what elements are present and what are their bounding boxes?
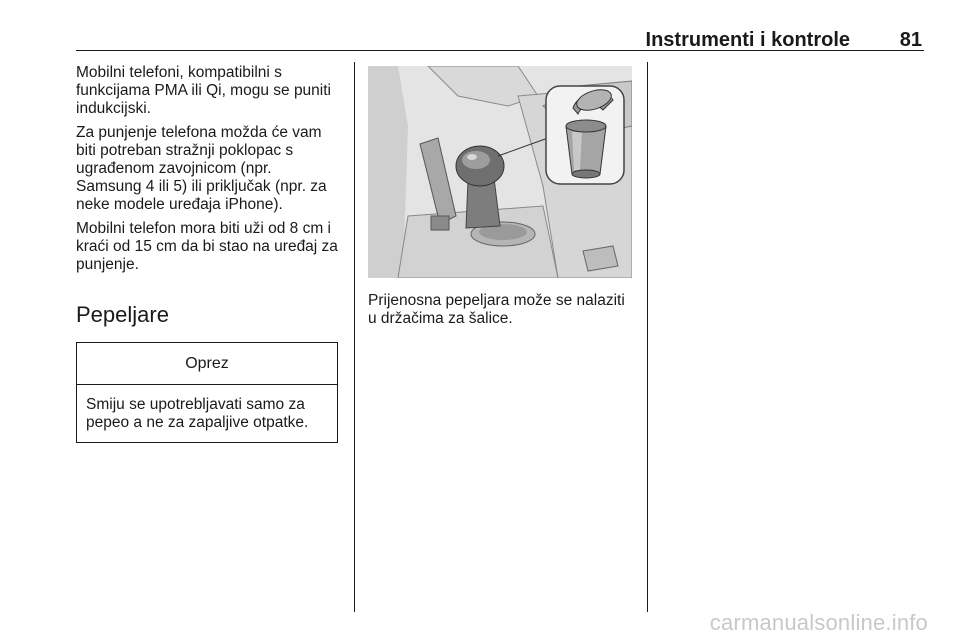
section-heading-ashtrays: Pepeljare <box>76 302 169 327</box>
left-column <box>76 64 340 443</box>
page-header-title: Instrumenti i kontrole <box>645 29 850 51</box>
footer-watermark: carmanualsonline.info <box>709 610 928 635</box>
column-divider-2 <box>647 62 648 612</box>
figure-caption: Prijenosna pepeljara može se nalaziti u držačima za šalice. <box>368 292 625 327</box>
caution-title: Oprez <box>77 343 337 385</box>
middle-column <box>368 292 636 334</box>
ashtray-illustration <box>368 66 632 278</box>
paragraph-pma-qi: Mobilni telefoni, kompatibilni s funkcijama PMA ili Qi, mogu se puniti indukcijski. <box>76 64 331 117</box>
caution-text: Smiju se upotrebljavati samo za pepeo a ne za zapaljive otpatke. <box>86 396 309 431</box>
paragraph-phone-size: Mobilni telefon mora biti uži od 8 cm i kraći od 15 cm da bi stao na uređaj za punjenje. <box>76 220 338 273</box>
caution-box <box>76 342 338 443</box>
header-rule <box>76 50 924 51</box>
paragraph-back-cover: Za punjenje telefona možda će vam biti potreban stražnji poklopac s ugrađenom zavojnicom (npr. Samsung 4 ili 5) ili priključak (npr. za neke modele uređaja iPhone). <box>76 124 327 213</box>
page-number: 81 <box>899 29 922 51</box>
column-divider-1 <box>354 62 355 612</box>
